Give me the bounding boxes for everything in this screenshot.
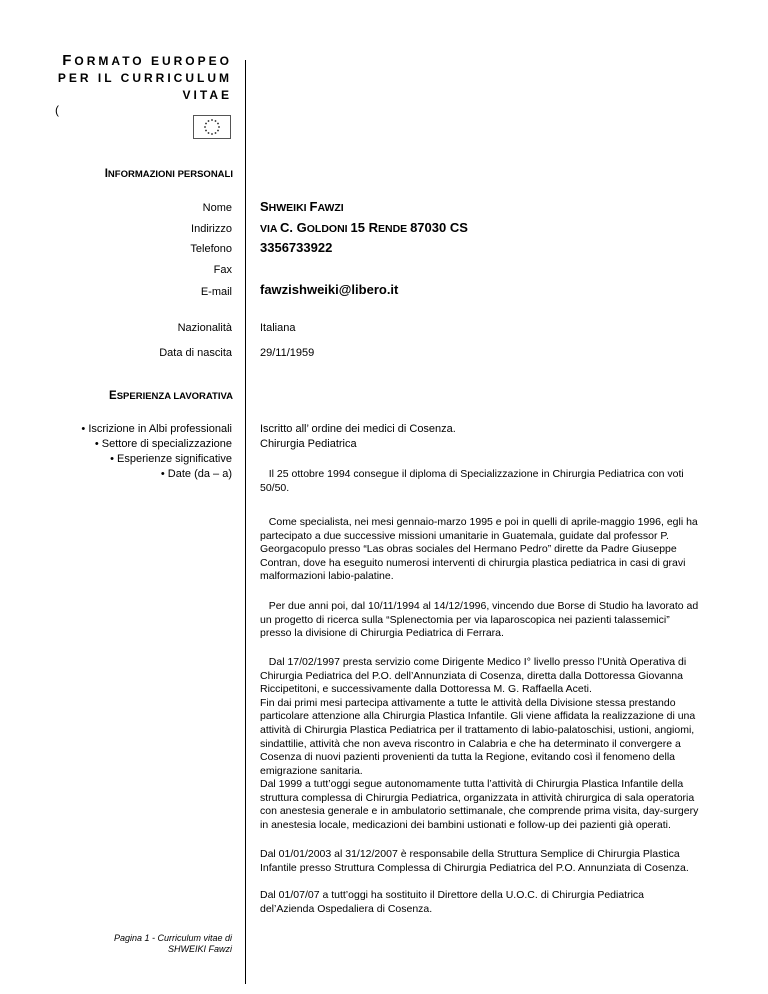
vertical-divider	[245, 60, 246, 984]
experience-paragraph: Dal 17/02/1997 presta servizio come Dirigente Medico I° livello presso l’Unità Operativa di Chirurgia Pediatrica del P.O. dell’Annunziata di Cosenza, diretta dalla Dottoressa Giovanna Riccipetitoni, e successivamente dalla Dottoressa M. G. Raffaella Aceti. Fin dai primi mesi partecipa attivamente a tutte le attività della Divisione stessa prestando particolare attenzione alla Chirurgia Plastica Infantile. Gli viene affidata la realizzazione di una attività di Chirurgia Plastica Pediatrica per il trattamento di labio-palatoschisi, ustioni, angiomi, sindattilie, attività che non aveva riscontro in Calabria e che ha determinato il convergere a Cosenza di nuovi pazienti provenienti da tutta la Regione, evitando così il fenomeno della emigrazione sanitaria.	[260, 656, 696, 777]
label-specialization-sector: • Settore di specializzazione	[94, 438, 232, 450]
label-dates: • Date (da – a)	[160, 468, 232, 480]
label-phone: Telefono	[190, 243, 232, 255]
value-professional-register: Iscritto all’ ordine dei medici di Cosenza.	[260, 423, 456, 435]
label-significant-experience: • Esperienze significative	[110, 453, 232, 465]
label-name: Nome	[202, 202, 232, 214]
label-professional-register: • Iscrizione in Albi professionali	[81, 423, 232, 435]
experience-paragraph: Il 25 ottobre 1994 consegue il diploma di Specializzazione in Chirurgia Pediatrica con voti 50/50.	[260, 468, 687, 494]
value-name: SHWEIKI FAWZI	[260, 199, 344, 214]
stray-mark: (	[55, 103, 59, 117]
cv-title-line1: FORMATO EUROPEO	[62, 52, 232, 69]
value-address: VIA C. GOLDONI 15 RENDE 87030 CS	[260, 220, 468, 235]
label-fax: Fax	[213, 264, 232, 276]
experience-paragraph: Come specialista, nei mesi gennaio-marzo 1995 e poi in quelli di aprile-maggio 1996, egli ha partecipato a due successive missioni umanitarie in Guatemala, guidate dal professor P. Georgacopulo presso “Las obras sociales del Hermano Pedro” dirette da Padre Giuseppe Contran, dove ha eseguito numerosi interventi di chirurgia plastica pediatrica in casi di gravi malformazioni labio-palatine.	[260, 516, 701, 583]
cv-title-line2: PER IL CURRICULUM	[57, 71, 232, 85]
page-footer-line1: Pagina 1 - Curriculum vitae di	[113, 933, 232, 943]
label-birth-date: Data di nascita	[159, 347, 232, 359]
value-specialization-sector: Chirurgia Pediatrica	[260, 438, 357, 450]
section-title-work: ESPERIENZA LAVORATIVA	[109, 390, 233, 402]
label-nationality: Nazionalità	[177, 322, 232, 334]
label-email: E-mail	[200, 286, 232, 298]
eu-flag-icon	[193, 115, 231, 139]
experience-paragraph: Per due anni poi, dal 10/11/1994 al 14/12/1996, vincendo due Borse di Studio ha lavorato ad un progetto di ricerca sulla “Splenectomia per via laparoscopica nei pazienti talassemici” presso la divisione di Chirurgia Pediatrica di Ferrara.	[260, 600, 702, 640]
value-birth-date: 29/11/1959	[260, 347, 315, 359]
experience-paragraph: Dal 01/07/07 a tutt’oggi ha sostituito il Direttore della U.O.C. di Chirurgia Pediatrica del’Azienda Ospedaliera di Cosenza.	[260, 889, 647, 915]
cv-title-line3: VITAE	[182, 88, 232, 102]
section-title-personal: INFORMAZIONI PERSONALI	[104, 168, 233, 180]
page-footer-line2: SHWEIKI Fawzi	[167, 944, 232, 954]
value-email: fawzishweiki@libero.it	[260, 282, 399, 297]
label-address: Indirizzo	[191, 223, 232, 235]
experience-paragraph: Dal 1999 a tutt’oggi segue autonomamente tutta l’attività di Chirurgia Plastica Infantile della struttura complessa di Chirurgia Pediatrica, organizzata in attività chirurgica di sala operatoria con anestesia generale e in ambulatorio settimanale, che comprende prima visita, day-surgery in anestesia locale, medicazioni dei bambini ustionati e follow-up dei pazienti già operati.	[260, 778, 702, 831]
value-phone: 3356733922	[260, 240, 333, 255]
value-nationality: Italiana	[260, 322, 296, 334]
experience-paragraph: Dal 01/01/2003 al 31/12/2007 è responsabile della Struttura Semplice di Chirurgia Plastica Infantile presso Struttura Complessa di Chirurgia Pediatrica del P.O. Annunziata di Cosenza.	[260, 848, 689, 874]
